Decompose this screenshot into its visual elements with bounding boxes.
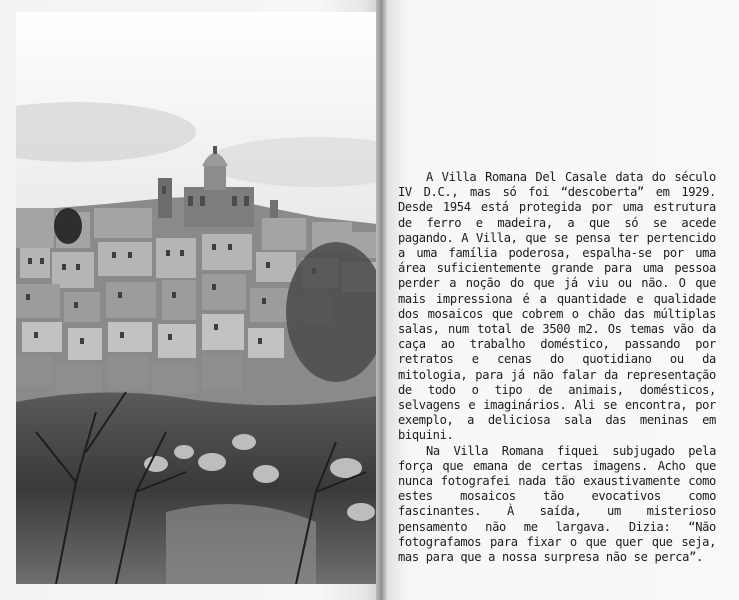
hilltop-town-photo [16,12,377,584]
right-page [388,0,739,600]
book-gutter [376,0,388,600]
body-text [398,170,716,565]
paragraph: Na Villa Romana fiquei subjugado pela força que emana de certas imagens. Acho que nunca fotografei nada tão exaustivamente como estes mosaicos tão evocativos como fascinantes. À saída, um misterioso pensamento não me largava. Dizia: “Não fotografamos para fixar o que quer que seja, mas para que a nossa surpresa não se perca”. [398,443,716,565]
paragraph: A Villa Romana Del Casale data do século IV D.C., mas só foi “descoberta” em 1929. Desde 1954 está protegida por uma estrutura de ferro e madeira, a que só se acede pagando. A Villa, que se pensa ter pertencido a uma família poderosa, espalha-se por uma área suficientemente grande para uma pessoa perder a noção do que já viu ou não. O que mais impressiona é a quantidade e qualidade dos mosaicos que cobrem o chão das múltiplas salas, num total de 3500 m2. Os temas vão da caça ao trabalho doméstico, passando por retratos e cenas do quotidiano ou da mitologia, para já não falar da representação de todo o tipo de animais, domésticos, selvagens e imaginários. Ali se encontra, por exemplo, a deliciosa sala das meninas em biquini. [398,170,716,443]
